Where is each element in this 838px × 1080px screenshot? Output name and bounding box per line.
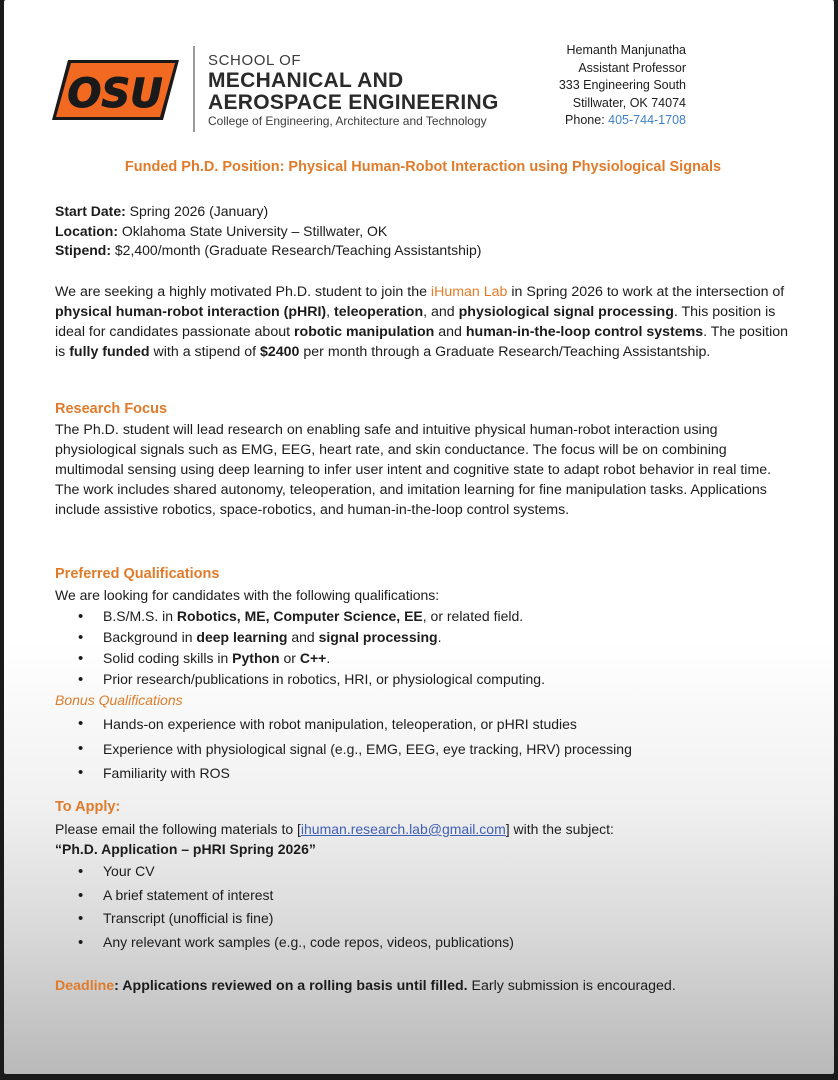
stipend-row: [55, 241, 481, 261]
intro-bold: fully funded: [69, 344, 150, 360]
qualifications-intro: We are looking for candidates with the following qualifications:: [55, 587, 440, 603]
qualifications-list: [76, 606, 545, 690]
apply-subject: “Ph.D. Application – pHRI Spring 2026”: [55, 841, 316, 857]
contact-title: Assistant Professor: [578, 60, 686, 75]
intro-text: per month through a Graduate Research/Teaching Assistantship.: [299, 344, 711, 360]
intro-text: in Spring 2026 to work at the intersection of: [507, 284, 785, 300]
position-headline: Funded Ph.D. Position: Physical Human-Robot Interaction using Physiological Signals: [124, 159, 722, 175]
contact-address1: 333 Engineering South: [558, 78, 686, 93]
bonus-qualifications-list: [76, 712, 632, 786]
research-focus-heading: Research Focus: [55, 401, 168, 417]
intro-bold: physical human-robot interaction (pHRI): [55, 304, 327, 320]
deadline-colon: :: [114, 978, 123, 994]
intro-text: . The position is: [55, 324, 789, 360]
flyer-page: [4, 0, 834, 1074]
contact-block: [559, 42, 686, 130]
list-item: • Experience with physiological signal (e.g., EMG, EEG, eye tracking, HRV) processing: [76, 737, 632, 762]
item-bold: Python: [232, 650, 280, 666]
list-item: [76, 627, 545, 648]
school-of-label: SCHOOL OF: [208, 52, 302, 69]
item-text: or: [279, 650, 300, 666]
intro-text: We are seeking a highly motivated Ph.D. student to join the: [55, 284, 431, 300]
intro-bold: robotic manipulation: [294, 324, 435, 340]
item-bold: deep learning: [196, 629, 288, 645]
item-text: , or related field.: [422, 608, 524, 624]
qualifications-heading: Preferred Qualifications: [55, 566, 220, 582]
item-text: Solid coding skills in: [103, 650, 233, 666]
start-date-label: Start Date:: [55, 203, 126, 219]
header-divider: [193, 46, 195, 132]
school-name-line1: MECHANICAL AND: [208, 69, 404, 92]
contact-address2: Stillwater, OK 74074: [572, 95, 686, 110]
start-date-value: Spring 2026 (January): [125, 203, 269, 219]
list-item: • Any relevant work samples (e.g., code repos, videos, publications): [76, 931, 514, 955]
intro-text: and: [434, 324, 466, 340]
contact-phone: [559, 112, 686, 130]
location-row: [55, 222, 481, 242]
item-text: .: [437, 629, 442, 645]
list-item: [76, 606, 545, 627]
list-item: • Hands-on experience with robot manipulation, teleoperation, or pHRI studies: [76, 712, 632, 737]
position-details: [55, 202, 481, 261]
item-text: Background in: [103, 629, 197, 645]
svg-text:OSU: OSU: [67, 71, 163, 117]
list-item: • A brief statement of interest: [76, 884, 514, 908]
intro-bold: $2400: [260, 344, 300, 360]
apply-materials-list: [76, 860, 514, 954]
intro-text: with a stipend of: [149, 344, 260, 360]
item-bold: signal processing: [318, 629, 438, 645]
list-item: • Familiarity with ROS: [76, 761, 632, 786]
osu-logo-icon: [52, 57, 179, 123]
research-focus-text: The Ph.D. student will lead research on enabling safe and intuitive physical human-robot interaction using physiological signals such as EMG, EEG, heart rate, and skin conductance. The focus will be on combining multimodal sensing using deep learning to infer user intent and cognitive state to adapt robot behavior in real time. The work includes shared autonomy, teleoperation, and imitation learning for fine manipulation tasks. Applications include assistive robotics, space-robotics, and human-in-the-loop control systems.: [55, 422, 772, 518]
item-text: .: [326, 650, 331, 666]
contact-name: Hemanth Manjunatha: [566, 43, 686, 57]
college-name: College of Engineering, Architecture and Technology: [208, 114, 487, 128]
location-label: Location:: [55, 222, 118, 239]
ihuman-lab-link[interactable]: iHuman Lab: [430, 284, 508, 300]
item-text: and: [287, 629, 319, 645]
to-apply-heading: To Apply:: [55, 799, 121, 815]
deadline-line: [55, 976, 795, 996]
intro-paragraph: [55, 282, 795, 362]
list-item: • Transcript (unofficial is fine): [76, 907, 514, 931]
phone-label: Phone:: [565, 113, 609, 128]
phone-link[interactable]: 405-744-1708: [608, 113, 686, 128]
intro-bold: human-in-the-loop control systems: [465, 324, 704, 340]
location-value: Oklahoma State University – Stillwater, OK: [118, 222, 388, 239]
list-item: • Your CV: [76, 860, 514, 884]
deadline-bold-text: Applications reviewed on a rolling basis until filled.: [122, 978, 468, 994]
intro-bold: physiological signal processing: [458, 304, 674, 320]
intro-text: , and: [423, 304, 459, 320]
intro-bold: teleoperation: [334, 304, 424, 320]
stipend-label: Stipend:: [55, 242, 111, 258]
list-item: • Prior research/publications in robotics, HRI, or physiological computing.: [76, 669, 545, 690]
apply-text: Please email the following materials to [: [55, 821, 301, 837]
intro-text: ,: [326, 304, 335, 320]
bonus-qualifications-heading: Bonus Qualifications: [55, 692, 183, 708]
start-date-row: [55, 202, 481, 222]
item-bold: Robotics, ME, Computer Science, EE: [176, 608, 423, 624]
apply-text: ] with the subject:: [505, 821, 614, 837]
list-item: [76, 648, 545, 669]
apply-instructions: [55, 819, 795, 839]
stipend-value: $2,400/month (Graduate Research/Teaching Assistantship): [111, 242, 482, 258]
deadline-rest: Early submission is encouraged.: [467, 978, 676, 994]
item-text: B.S/M.S. in: [103, 608, 177, 624]
email-link[interactable]: ihuman.research.lab@gmail.com: [300, 821, 506, 837]
deadline-label: Deadline: [55, 978, 115, 994]
intro-text: . This position is ideal for candidates passionate about: [55, 304, 776, 340]
item-bold: C++: [299, 650, 327, 666]
school-name-line2: AEROSPACE ENGINEERING: [208, 91, 499, 114]
